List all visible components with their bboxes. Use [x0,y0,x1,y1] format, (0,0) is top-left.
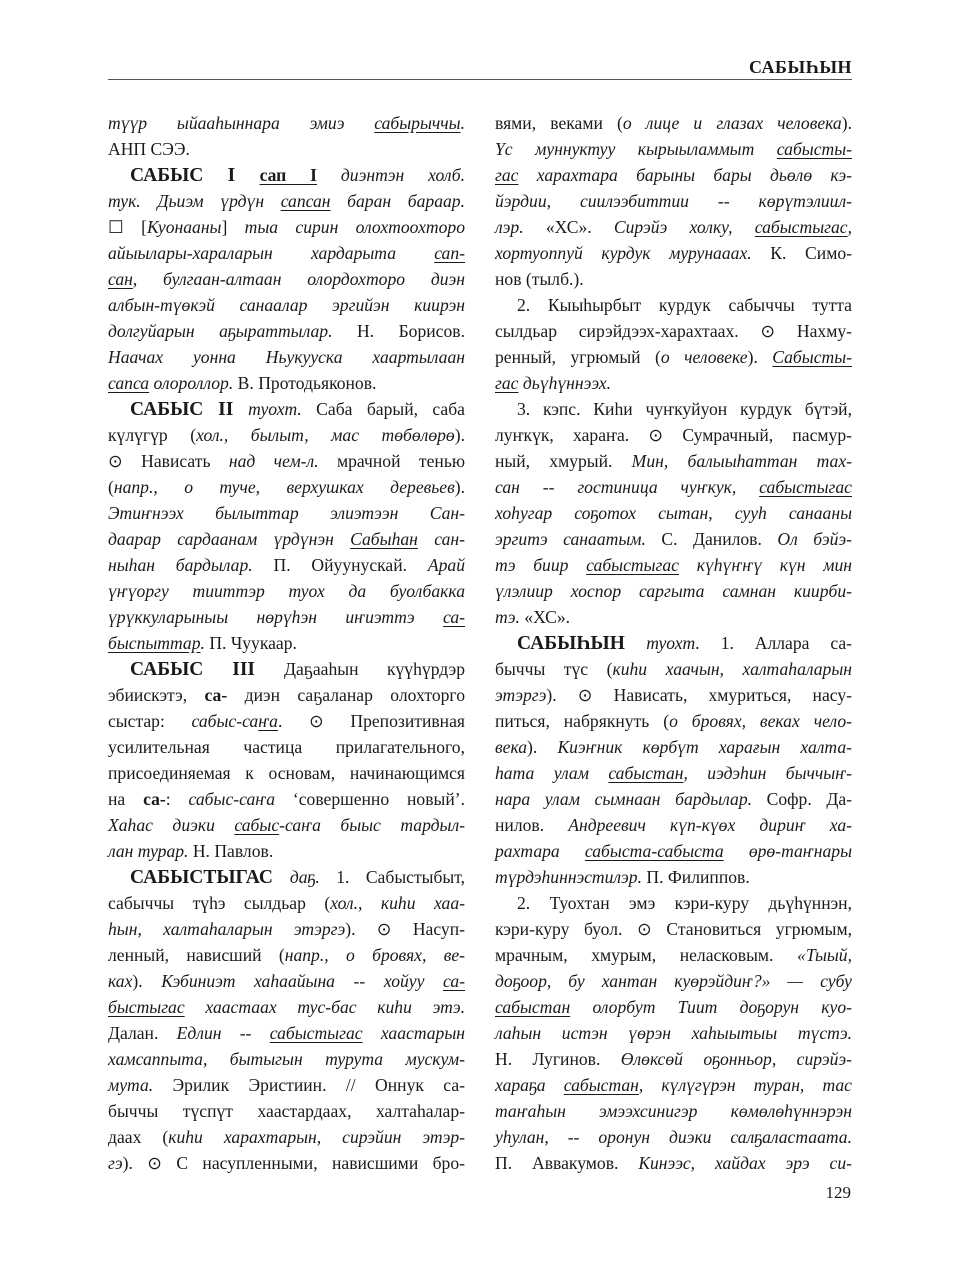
text-run: сабысты- [776,139,852,159]
text-run: . [200,633,210,653]
text-line [108,942,465,968]
text-run: са- [442,607,465,627]
text-run: хаастаах тус-бас киһи этэ. [184,997,465,1017]
text-run: даах ( [108,1127,169,1147]
text-line [108,396,465,422]
text-run: гас [495,165,519,185]
text-line [495,136,852,162]
text-run: түүр ыйааһыннара эмиэ [108,113,375,133]
text-line [108,916,465,942]
text-run: ‘совершенно новый’. [275,789,465,809]
text-line [108,1072,465,1098]
text-run: ☐ [ [108,217,147,237]
text-run: ). ⊙ С насупленными, нависшими бро- [122,1153,465,1173]
text-run: о человеке [660,347,748,367]
text-line [108,422,465,448]
text-run: сабыстан [495,997,571,1017]
text-run: ҥа [258,711,278,731]
text-run: напр., о туче, верхушках деревьев [113,477,455,497]
text-run: 3. кэпс. Киһи чуҥкуйуон курдук бүтэй, [517,399,852,419]
text-run: күлүгүр ( [108,425,197,445]
text-run: олороллор. [149,373,238,393]
text-line [108,994,465,1020]
text-run: ). [454,425,465,445]
text-line [495,474,852,500]
text-run: этэргэ [495,685,547,705]
entry-headword: САБЫС III [130,659,284,680]
text-line [108,474,465,500]
text-run: эргитэ санаатым. [495,529,662,549]
text-run: долгуйарын аҕыраттылар. [108,321,357,341]
text-line [108,630,465,656]
text-run: П. Аввакумов. [495,1153,639,1173]
text-line [108,162,465,188]
text-run: эбиискэтэ, [108,685,205,705]
text-run: Софр. Да- [766,789,852,809]
text-run: Хаһас диэки [108,815,235,835]
text-line [108,266,465,292]
text-run: 2. Кыыһырбыт курдук сабыччы тутта [517,295,852,315]
text-run: туохт. [248,399,302,419]
text-run: хамсаппыта, бытыгын турута мускум- [108,1049,465,1069]
text-run: Киэҥник көрбүт харағын халта- [557,737,853,757]
text-run: Сабыһан [350,529,418,549]
text-run: харахтара барыны бары дьөлө кэ- [518,165,852,185]
text-run: сабыс-саҥа [188,789,276,809]
text-line [495,838,852,864]
text-run: над чем-л. [228,451,319,471]
text-run: сыстар: [108,711,192,731]
text-line [495,500,852,526]
text-line [108,1150,465,1176]
text-run: гэ [108,1153,123,1173]
text-run: сабыстыгас [759,477,852,497]
text-run: хортуоппуй курдук мурунааах. [495,243,771,263]
text-line [495,578,852,604]
text-run: сабыс [234,815,280,835]
text-run: дьүһүннээх. [518,373,612,393]
text-line [495,942,852,968]
text-line [495,1150,852,1176]
text-line [108,110,465,136]
text-line [108,526,465,552]
text-line [495,656,852,682]
text-line [495,1046,852,1072]
text-line [108,1124,465,1150]
left-column [108,110,465,1176]
text-run: мрачным, хмурым, неласковым. [495,945,798,965]
text-line [108,292,465,318]
text-line [108,1046,465,1072]
text-run: П. Филиппов. [646,867,750,887]
text-run: Куонааны [146,217,222,237]
text-line [108,1020,465,1046]
text-line [108,214,465,240]
text-run: ). [841,113,852,133]
text-run: С. Данилов. [661,529,778,549]
running-head-title: САБЫҺЫН [748,57,852,77]
text-run: үрүккуларыныы нөрүһэн иҥиэттэ [108,607,443,627]
text-run: ( [108,477,114,497]
text-run: сабыс-са [191,711,259,731]
text-run: сан- [417,529,465,549]
text-line [495,864,852,890]
entry-headword: САБЫС I [130,165,260,186]
text-line [495,370,852,396]
text-run: Далан. [108,1023,177,1043]
text-run: рахтара [495,841,585,861]
text-run: са- [143,789,166,809]
text-line [495,162,852,188]
text-run: киһи хаачын, халтаһаларын [612,659,852,679]
text-run: нара улам сымнаан бардылар. [495,789,767,809]
text-line [495,1124,852,1150]
text-run: 2. Туохтан эмэ кэри-куру дьүһүннэн, [517,893,852,913]
text-run: ). ⊙ Насуп- [345,919,465,939]
text-line [495,812,852,838]
text-run: быччы түс ( [495,659,613,679]
text-run: Өлөксөй оҕонньор, сирэйэ- [620,1049,852,1069]
text-line [108,682,465,708]
text-run: ). [454,477,465,497]
text-run: хаастарын [362,1023,465,1043]
text-run: нилов. [495,815,569,835]
text-run: ). ⊙ Нависать, хмуриться, насу- [546,685,852,705]
text-run: сан [108,269,133,289]
text-run: Мин, балыыһаттан тах- [631,451,852,471]
text-line [108,760,465,786]
text-run: киһи харахтарын, сирэйин этэр- [168,1127,466,1147]
text-run: түрдэһиннэстилэр. [495,867,647,887]
text-run: Едлин -- [176,1023,270,1043]
text-line [108,1098,465,1124]
text-line [108,812,465,838]
text-line [495,734,852,760]
text-run: сабыста-сабыста [584,841,724,861]
text-run: һын, халтаһаларын этэргэ [108,919,346,939]
text-run: вями, веками ( [495,113,623,133]
text-run: сабыстыгас [586,555,679,575]
text-run: нов (тылб.). [495,269,584,289]
text-run: хараҕа [495,1075,564,1095]
entry-headword: САБЫС II [130,399,249,420]
text-run: , күлүгүрэн туран, тас [638,1075,852,1095]
text-line [495,682,852,708]
text-line [495,916,852,942]
text-line [108,188,465,214]
text-run: Н. Борисов. [356,321,465,341]
text-run: ). [747,347,773,367]
text-run: П. Чуукаар. [209,633,297,653]
text-run: АНП СЭЭ. [108,139,190,159]
text-run: Этиҥнээх былыттар элиэтээн Сан- [108,503,465,523]
text-run: «ХС». [545,217,614,237]
text-run: айыылары-хараларын хардарыта [108,243,435,263]
text-run: тук. Дьиэм үрдүн [108,191,281,211]
text-line [495,604,852,630]
text-run: о лице и глазах человека [622,113,842,133]
text-line [108,604,465,630]
text-line [495,708,852,734]
text-run: мута. [108,1075,173,1095]
text-run: Н. Лугинов. [495,1049,621,1069]
text-run: таҥаһын эмээхсинигэр көмөлөһүннэрэн [495,1101,852,1121]
text-run: Сабысты- [772,347,852,367]
text-line [108,656,465,682]
text-line [108,448,465,474]
text-run: быччы түспүт хаастардаах, халтаһалар- [108,1101,465,1121]
text-run: са- [442,971,465,991]
text-run: П. Ойуунускай. [273,555,428,575]
text-run: үҥүоргу тииттэр туох да буолбакка [108,581,465,601]
text-run: тыа сирин олохтоохторо [244,217,466,237]
text-line [108,552,465,578]
text-run: ный, хмурый. [495,451,632,471]
page-number: 129 [825,1183,851,1202]
text-run: «ХС». [524,607,571,627]
text-run: хоһугар соҕотох сытан, сууһ санааны [495,503,852,523]
text-run: быспыттар [108,633,201,653]
text-line [108,838,465,864]
text-run: Даҕааһын күүһүрдэр [283,659,465,679]
text-line [108,786,465,812]
text-run: Үс муннуктуу кырыыламмыт [495,139,777,159]
text-run: сапса [108,373,150,393]
text-run: сабыччы түһэ сылдьар ( [108,893,331,913]
text-line [495,1072,852,1098]
text-run: ренный, угрюмый ( [495,347,661,367]
entry-headword: САБЫҺЫН [517,633,647,654]
text-line [495,994,852,1020]
text-run: Н. Павлов. [192,841,274,861]
text-line [495,214,852,240]
text-run: о бровях, веках чело- [669,711,852,731]
text-line [108,318,465,344]
text-line [495,1098,852,1124]
text-line [495,552,852,578]
text-run: века [495,737,528,757]
text-line [495,526,852,552]
text-line [495,266,852,292]
text-run: на [108,789,144,809]
text-run: даарар сардаанам үрдүнэн [108,529,351,549]
text-run: сан -- гостиница чуҥкук, [495,477,760,497]
text-run: тэ. [495,607,525,627]
text-run: уһулан, -- оронун диэки салҕаластаата. [495,1127,852,1147]
text-line [495,396,852,422]
entry-headword: САБЫСТЫГАС [130,867,290,888]
text-line [495,630,852,656]
text-line [108,968,465,994]
text-run: сылдьар сирэйдээх-харахтаах. ⊙ Нахму- [495,321,852,341]
text-run: К. Симо- [770,243,852,263]
text-run: гас [495,373,519,393]
text-line [495,760,852,786]
text-run: сабырыччы [374,113,461,133]
text-run: Саба барый, саба [301,399,465,419]
text-run: . ⊙ Препозитивная [277,711,465,731]
text-line [108,890,465,916]
text-run: сабыстан [608,763,684,783]
text-run: лэр. [495,217,546,237]
text-run: тэ биир [495,555,587,575]
text-run: йэрдии, сиилээбиттии -- көрүтэлиил- [495,191,852,211]
text-run: 1. Аллара са- [699,633,853,653]
text-line [495,240,852,266]
text-run: ⊙ Нависать [108,451,229,471]
text-run: Андреевич күп-күөх дириҥ ха- [568,815,852,835]
text-run: хол., киһи хаа- [330,893,465,913]
text-run: албын-түөкэй санаалар эргийэн киирэн [108,295,465,315]
text-run: ). [132,971,162,991]
text-run: напр., о бровях, ве- [284,945,465,965]
text-run: Ол бэйэ- [777,529,853,549]
text-run: -саҥа быыс тардыл- [279,815,465,835]
text-run: са- [204,685,228,705]
text-run: диэн саҕаланар олохторго [227,685,465,705]
text-run: ). [527,737,558,757]
text-run: күһүҥҥү күн мин [679,555,853,575]
text-run: хол., былыт, мас төбөлөрө [196,425,455,445]
text-run: мрачной тенью [318,451,465,471]
text-line [108,240,465,266]
text-line [108,500,465,526]
text-line [108,734,465,760]
text-run: лаһын истэн үөрэн хаһыытыы түстэ. [495,1023,852,1043]
text-run: ] [221,217,245,237]
text-line [495,292,852,318]
text-run: : [165,789,189,809]
text-run: усилительная частица прилагательного, [108,737,465,757]
text-run: сабыстыгас [754,217,848,237]
text-line [108,708,465,734]
text-line [108,578,465,604]
running-head [108,55,852,80]
text-line [108,344,465,370]
text-run: лан турар. [108,841,193,861]
text-run: доҕоор, бу хантан куөрэйдиҥ?» — субу [495,971,852,991]
text-run: питься, набрякнуть ( [495,711,670,731]
text-run: , булгаан-алтаан олордохторо диэн [132,269,465,289]
text-run: сабыстан [563,1075,639,1095]
text-run: В. Протодьяконов. [237,373,377,393]
text-run: кэри-куру буол. ⊙ Становиться угрюмым, [495,919,852,939]
text-line [495,422,852,448]
text-line [495,344,852,370]
text-line [108,864,465,890]
text-run: даҕ. [289,867,320,887]
text-run: , иэдэһин быччыҥ- [683,763,852,783]
text-run: үлэлиир хоспор саргыта самнан киирби- [495,581,852,601]
text-run: присоединяемая к основам, начинающимся [108,763,465,783]
text-run: , [847,217,852,237]
text-line [495,890,852,916]
text-line [495,786,852,812]
text-run: сапсан [280,191,331,211]
text-run: ленный, нависший ( [108,945,285,965]
text-run: Эрилик Эристиин. // Оннук са- [172,1075,465,1095]
text-run: ныһан бардылар. [108,555,274,575]
text-line [495,188,852,214]
text-run: сап- [434,243,465,263]
text-run: өрө-таҥнары [723,841,852,861]
text-line [495,968,852,994]
right-column [495,110,852,1176]
text-run: 1. Сабыстыбыт, [319,867,465,887]
text-line [495,318,852,344]
text-line [108,136,465,162]
text-run: Кинээс, хайдах эрэ си- [638,1153,852,1173]
text-run: сабыстыгас [269,1023,363,1043]
text-run: диэнтэн холб. [317,165,465,185]
text-run: «Тыый, [797,945,852,965]
text-line [108,370,465,396]
text-run: олорбут Тиит доҕорун куо- [570,997,852,1017]
text-run: баран бараар. [330,191,465,211]
text-run: быстыгас [108,997,185,1017]
text-line [495,1020,852,1046]
text-line [495,110,852,136]
text-run: Сирэйэ холку, [613,217,755,237]
text-run: Кэбиниэт хаһаайына -- хойуу [161,971,443,991]
text-run: Наачах уонна Ньукууска хаартылаан [108,347,465,367]
text-run: һата улам [495,763,609,783]
text-run: сап I [259,165,318,185]
text-line [495,448,852,474]
text-run: ках [108,971,133,991]
text-run: туохт. [646,633,700,653]
text-run: Арай [427,555,466,575]
text-run: луҥкүк, хараҥа. ⊙ Сумрачный, пасмур- [495,425,852,445]
text-run: . [460,113,465,133]
